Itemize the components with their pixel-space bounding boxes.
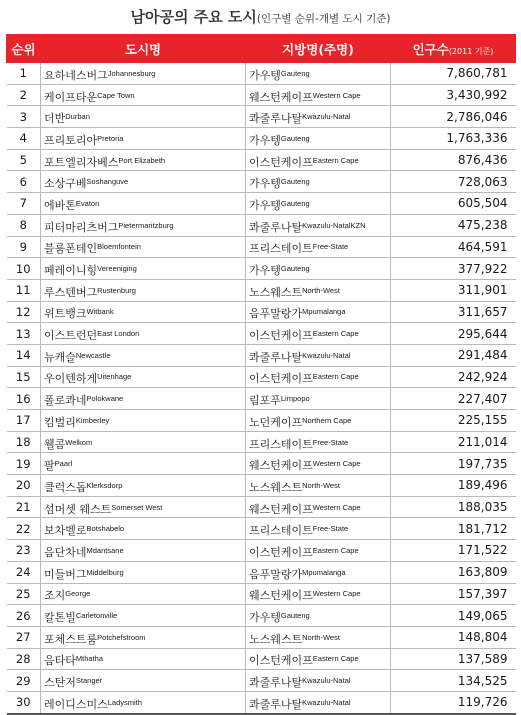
province-name-english: Kwazulu-Natal (302, 676, 351, 686)
header-province: 지방명(주명) (246, 35, 391, 63)
province-name-english: Gauteng (280, 133, 310, 143)
rank-cell: 16 (7, 388, 41, 410)
city-cell (41, 171, 246, 193)
province-name-korean: 이스턴케이프 (249, 654, 313, 668)
rank-cell: 28 (7, 648, 41, 670)
city-cell (41, 323, 246, 345)
province-cell (246, 648, 391, 670)
city-name-english: Klerksdorp (86, 480, 123, 490)
city-name-korean: 우이텐하게 (44, 372, 98, 386)
province-name-korean: 콰줄루나탈 (249, 697, 303, 711)
city-name-english: Port Elizabeth (118, 155, 166, 165)
province-name-korean: 가우텡 (249, 133, 281, 147)
province-name-english: Gauteng (280, 177, 310, 187)
table-row (7, 84, 516, 106)
city-name-korean: 소상구베 (44, 177, 87, 191)
table-row (7, 63, 516, 85)
province-cell (246, 63, 391, 85)
city-cell (41, 193, 246, 215)
city-name-korean: 요하네스버그 (44, 68, 108, 82)
city-cell (41, 84, 246, 106)
province-cell (246, 431, 391, 453)
population-cell: 137,589 (391, 648, 516, 670)
province-cell (246, 344, 391, 366)
rank-cell: 4 (7, 128, 41, 150)
population-cell: 377,922 (391, 258, 516, 280)
rank-cell: 3 (7, 106, 41, 128)
city-name-english: Mdantsane (86, 545, 124, 555)
province-name-korean: 음푸말랑가 (249, 307, 303, 321)
city-cell (41, 128, 246, 150)
city-cell (41, 583, 246, 605)
title-main: 남아공의 주요 도시 (130, 8, 257, 26)
table-row (7, 388, 516, 410)
rank-cell: 20 (7, 475, 41, 497)
province-cell (246, 128, 391, 150)
city-name-english: Rustenburg (97, 285, 136, 295)
city-name-korean: 뉴캐슬 (44, 350, 76, 364)
city-cell (41, 63, 246, 85)
province-name-korean: 노스웨스트 (249, 632, 303, 646)
city-name-korean: 팔 (44, 459, 55, 473)
rank-cell: 29 (7, 670, 41, 692)
province-name-english: Western Cape (312, 459, 361, 469)
province-cell (246, 366, 391, 388)
rank-cell: 22 (7, 518, 41, 540)
rank-cell: 19 (7, 453, 41, 475)
city-name-english: Ladysmith (107, 697, 142, 707)
city-cell (41, 410, 246, 432)
city-name-korean: 클럭스돕 (44, 480, 87, 494)
city-name-korean: 페레이니힝 (44, 264, 98, 278)
city-name-korean: 조지 (44, 589, 66, 603)
table-row (7, 323, 516, 345)
city-name-english: Carletonville (75, 611, 118, 621)
city-name-korean: 피터마리츠버그 (44, 220, 119, 234)
city-name-korean: 포체스트룸 (44, 632, 98, 646)
province-name-korean: 음푸말랑가 (249, 567, 303, 581)
province-cell (246, 410, 391, 432)
province-cell (246, 84, 391, 106)
population-cell: 464,591 (391, 236, 516, 258)
table-row (7, 171, 516, 193)
rank-cell: 5 (7, 149, 41, 171)
city-name-english: Durban (65, 112, 90, 122)
population-cell: 475,238 (391, 214, 516, 236)
table-row (7, 301, 516, 323)
population-cell: 149,065 (391, 605, 516, 627)
city-cell (41, 648, 246, 670)
table-row (7, 453, 516, 475)
table-row (7, 128, 516, 150)
city-cell (41, 561, 246, 583)
province-name-english: Northern Cape (302, 415, 352, 425)
rank-cell: 13 (7, 323, 41, 345)
province-name-korean: 가우텡 (249, 177, 281, 191)
province-name-korean: 콰줄루나탈 (249, 112, 303, 126)
table-row (7, 214, 516, 236)
city-cell (41, 214, 246, 236)
population-cell: 119,726 (391, 691, 516, 713)
province-cell (246, 149, 391, 171)
city-name-english: Soshanguve (86, 177, 129, 187)
province-cell (246, 171, 391, 193)
province-name-english: Eastern Cape (312, 155, 359, 165)
rank-cell: 17 (7, 410, 41, 432)
population-cell: 148,804 (391, 626, 516, 648)
province-name-korean: 가우텡 (249, 264, 281, 278)
province-cell (246, 561, 391, 583)
city-name-english: Witbank (86, 307, 114, 317)
table-row (7, 540, 516, 562)
province-cell (246, 279, 391, 301)
province-name-english: Kwazulu-Natal (302, 350, 351, 360)
table-row (7, 344, 516, 366)
city-name-english: Stanger (75, 676, 103, 686)
province-name-korean: 이스턴케이프 (249, 155, 313, 169)
population-cell: 7,860,781 (391, 63, 516, 85)
city-name-korean: 루스텐버그 (44, 285, 98, 299)
city-cell (41, 626, 246, 648)
rank-cell: 7 (7, 193, 41, 215)
province-name-korean: 프리스테이트 (249, 242, 313, 256)
city-name-korean: 위트뱅크 (44, 307, 87, 321)
city-cell (41, 540, 246, 562)
province-cell (246, 214, 391, 236)
table-row (7, 410, 516, 432)
city-name-korean: 음단차네 (44, 545, 87, 559)
province-name-english: Gauteng (280, 198, 310, 208)
city-name-english: Kimberley (75, 415, 110, 425)
rank-cell: 11 (7, 279, 41, 301)
city-cell (41, 431, 246, 453)
city-name-english: George (65, 589, 91, 599)
city-name-korean: 미들버그 (44, 567, 87, 581)
city-name-korean: 섬머셋 웨스트 (44, 502, 112, 516)
province-name-english: Eastern Cape (312, 545, 359, 555)
city-name-korean: 칼톤빌 (44, 611, 76, 625)
province-name-korean: 림포푸 (249, 394, 281, 408)
population-cell: 211,014 (391, 431, 516, 453)
city-name-korean: 음타타 (44, 654, 76, 668)
table-row (7, 258, 516, 280)
table-row (7, 670, 516, 692)
population-cell: 157,397 (391, 583, 516, 605)
province-name-english: Kwazulu-NatalKZN (302, 220, 366, 230)
rank-cell: 1 (7, 63, 41, 85)
city-name-english: Johannesburg (107, 68, 156, 78)
province-name-korean: 가우텡 (249, 611, 281, 625)
population-cell: 1,763,336 (391, 128, 516, 150)
city-cell (41, 344, 246, 366)
population-cell: 163,809 (391, 561, 516, 583)
city-cell (41, 670, 246, 692)
city-name-korean: 이스트런던 (44, 329, 98, 343)
province-cell (246, 193, 391, 215)
city-cell (41, 453, 246, 475)
province-name-english: Eastern Cape (312, 329, 359, 339)
province-name-english: North-West (302, 480, 340, 490)
province-cell (246, 388, 391, 410)
province-name-korean: 노던케이프 (249, 415, 303, 429)
province-name-korean: 웨스턴케이프 (249, 459, 313, 473)
city-name-english: Polokwane (86, 394, 124, 404)
province-name-english: Mpumalanga (302, 307, 346, 317)
table-row (7, 475, 516, 497)
population-cell: 2,786,046 (391, 106, 516, 128)
city-cell (41, 605, 246, 627)
city-name-english: Bloemfontein (97, 242, 141, 252)
rank-cell: 10 (7, 258, 41, 280)
province-cell (246, 691, 391, 713)
province-cell (246, 106, 391, 128)
city-name-korean: 스탄저 (44, 676, 76, 690)
table-row (7, 236, 516, 258)
province-name-korean: 가우텡 (249, 198, 281, 212)
header-rank: 순위 (7, 35, 41, 63)
province-name-english: Gauteng (280, 264, 310, 274)
table-row (7, 366, 516, 388)
province-name-english: Limpopo (280, 394, 310, 404)
city-cell (41, 388, 246, 410)
province-name-korean: 웨스턴케이프 (249, 502, 313, 516)
page-title (0, 0, 521, 34)
province-cell (246, 323, 391, 345)
province-cell (246, 518, 391, 540)
province-name-english: Eastern Cape (312, 372, 359, 382)
rank-cell: 21 (7, 496, 41, 518)
rank-cell: 12 (7, 301, 41, 323)
city-cell (41, 106, 246, 128)
province-name-english: North-West (302, 632, 340, 642)
city-name-korean: 보차벨로 (44, 524, 87, 538)
population-cell: 728,063 (391, 171, 516, 193)
city-cell (41, 258, 246, 280)
population-cell: 188,035 (391, 496, 516, 518)
province-name-korean: 프리스테이트 (249, 437, 313, 451)
province-name-english: North-West (302, 285, 340, 295)
city-name-english: Somerset West (111, 502, 163, 512)
rank-cell: 25 (7, 583, 41, 605)
population-cell: 876,436 (391, 149, 516, 171)
table-row (7, 431, 516, 453)
table-row (7, 149, 516, 171)
city-cell (41, 301, 246, 323)
province-name-korean: 웨스턴케이프 (249, 90, 313, 104)
province-name-korean: 노스웨스트 (249, 480, 303, 494)
table-body (7, 63, 516, 714)
city-name-english: Potchefstroom (97, 632, 146, 642)
population-cell: 189,496 (391, 475, 516, 497)
city-name-english: Pretoria (97, 133, 124, 143)
rank-cell: 14 (7, 344, 41, 366)
province-name-english: Gauteng (280, 611, 310, 621)
province-name-english: Western Cape (312, 502, 361, 512)
rank-cell: 27 (7, 626, 41, 648)
province-name-korean: 콰줄루나탈 (249, 676, 303, 690)
table-row (7, 518, 516, 540)
city-name-english: Welkom (65, 437, 93, 447)
province-name-english: Eastern Cape (312, 654, 359, 664)
city-name-english: Newcastle (75, 350, 111, 360)
province-cell (246, 605, 391, 627)
province-name-korean: 가우텡 (249, 68, 281, 82)
province-cell (246, 626, 391, 648)
province-cell (246, 475, 391, 497)
rank-cell: 23 (7, 540, 41, 562)
city-name-english: Middelburg (86, 567, 124, 577)
province-name-korean: 이스턴케이프 (249, 372, 313, 386)
city-name-korean: 폴로콰네 (44, 394, 87, 408)
table-row (7, 626, 516, 648)
table-row (7, 106, 516, 128)
province-name-english: Free-State (312, 242, 349, 252)
province-cell (246, 670, 391, 692)
city-name-english: Uitenhage (97, 372, 132, 382)
population-cell: 311,901 (391, 279, 516, 301)
population-cell: 171,522 (391, 540, 516, 562)
population-cell: 242,924 (391, 366, 516, 388)
province-name-korean: 노스웨스트 (249, 285, 303, 299)
province-name-korean: 프리스테이트 (249, 524, 313, 538)
city-name-korean: 킴벌리 (44, 415, 76, 429)
province-name-english: Free-State (312, 524, 349, 534)
rank-cell: 24 (7, 561, 41, 583)
city-name-korean: 레이디스미스 (44, 697, 108, 711)
province-name-english: Kwazulu-Natal (302, 112, 351, 122)
province-cell (246, 583, 391, 605)
city-cell (41, 496, 246, 518)
header-city: 도시명 (41, 35, 246, 63)
city-name-korean: 에바톤 (44, 198, 76, 212)
title-subtitle: (인구별 순위-개별 도시 기준) (256, 13, 391, 25)
province-name-english: Western Cape (312, 589, 361, 599)
city-name-korean: 웰콤 (44, 437, 66, 451)
table-row (7, 691, 516, 713)
city-cell (41, 279, 246, 301)
province-name-korean: 이스턴케이프 (249, 329, 313, 343)
city-name-korean: 케이프타운 (44, 90, 98, 104)
city-cell (41, 691, 246, 713)
city-name-korean: 프리토리아 (44, 133, 98, 147)
province-name-english: Mpumalanga (302, 567, 346, 577)
table-row (7, 583, 516, 605)
city-name-korean: 더반 (44, 112, 66, 126)
city-name-english: Pietermaritzburg (118, 220, 174, 230)
population-cell: 197,735 (391, 453, 516, 475)
city-cell (41, 236, 246, 258)
rank-cell: 2 (7, 84, 41, 106)
population-cell: 225,155 (391, 410, 516, 432)
rank-cell: 18 (7, 431, 41, 453)
province-name-korean: 웨스턴케이프 (249, 589, 313, 603)
rank-cell: 8 (7, 214, 41, 236)
province-name-english: Western Cape (312, 90, 361, 100)
table-row (7, 193, 516, 215)
province-cell (246, 236, 391, 258)
city-name-korean: 포트엘리자베스 (44, 155, 119, 169)
province-cell (246, 453, 391, 475)
population-cell: 605,504 (391, 193, 516, 215)
city-name-english: Cape Town (97, 90, 135, 100)
city-cell (41, 149, 246, 171)
city-cell (41, 518, 246, 540)
table-row (7, 496, 516, 518)
rank-cell: 9 (7, 236, 41, 258)
header-population-note: (2011 기준) (448, 46, 494, 56)
province-name-korean: 이스턴케이프 (249, 545, 313, 559)
cities-table (6, 34, 516, 715)
province-name-english: Gauteng (280, 68, 310, 78)
province-cell (246, 301, 391, 323)
province-cell (246, 258, 391, 280)
city-name-english: Paarl (54, 459, 73, 469)
header-population (391, 35, 516, 63)
table-header (7, 35, 516, 63)
header-population-label: 인구수 (412, 41, 449, 57)
province-name-korean: 콰줄루나탈 (249, 350, 303, 364)
population-cell: 134,525 (391, 670, 516, 692)
rank-cell: 6 (7, 171, 41, 193)
population-cell: 311,657 (391, 301, 516, 323)
table-row (7, 605, 516, 627)
city-name-english: Mthatha (75, 654, 103, 664)
table-row (7, 648, 516, 670)
rank-cell: 26 (7, 605, 41, 627)
rank-cell: 30 (7, 691, 41, 713)
city-name-korean: 블룸폰테인 (44, 242, 98, 256)
province-name-english: Free-State (312, 437, 349, 447)
province-name-english: Kwazulu-Natal (302, 697, 351, 707)
population-cell: 181,712 (391, 518, 516, 540)
province-cell (246, 540, 391, 562)
population-cell: 295,644 (391, 323, 516, 345)
population-cell: 227,407 (391, 388, 516, 410)
table-row (7, 279, 516, 301)
population-cell: 291,484 (391, 344, 516, 366)
rank-cell: 15 (7, 366, 41, 388)
city-name-english: Evaton (75, 198, 100, 208)
table-row (7, 561, 516, 583)
city-cell (41, 475, 246, 497)
city-cell (41, 366, 246, 388)
province-name-korean: 콰줄루나탈 (249, 220, 303, 234)
population-cell: 3,430,992 (391, 84, 516, 106)
city-name-english: Vereeniging (97, 264, 137, 274)
city-name-english: Botshabelo (86, 524, 125, 534)
city-name-english: East London (97, 329, 140, 339)
province-cell (246, 496, 391, 518)
